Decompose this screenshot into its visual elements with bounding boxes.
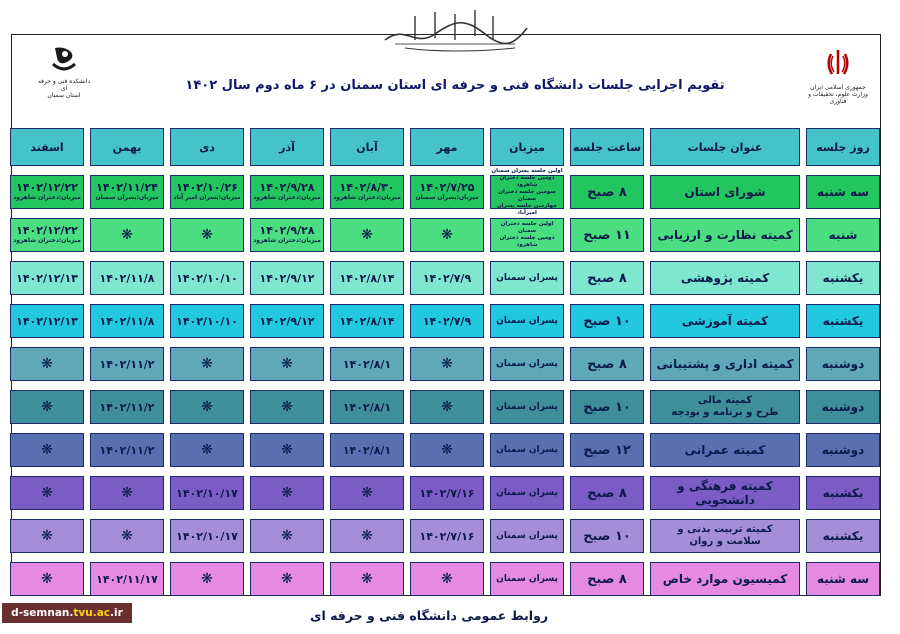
host-cell: [490, 476, 564, 510]
right-logo-caption: جمهوری اسلامی ایران وزارت علوم، تحقیقات و فناوری: [808, 84, 868, 105]
title-label: شورای استان: [684, 185, 766, 199]
session-date: ۱۴۰۲/۱۲/۲۲: [16, 181, 78, 194]
session-date: ۱۴۰۲/۱۲/۲۲: [16, 224, 78, 237]
date-cell: [250, 261, 324, 295]
time-label: ۸ صبح: [587, 485, 627, 501]
time-label: ۸ صبح: [587, 270, 627, 286]
title-cell: [650, 304, 800, 338]
title-line: کمیته مالی: [697, 395, 753, 406]
iran-emblem: [808, 48, 868, 108]
session-date: ۱۴۰۲/۷/۹: [422, 314, 472, 328]
no-session-cell: [330, 218, 404, 252]
session-date: ۱۴۰۲/۸/۳۰: [339, 181, 395, 194]
footer-text: روابط عمومی دانشگاه فنی و حرفه ای: [310, 608, 549, 623]
day-cell: [806, 347, 880, 381]
column-header: [330, 128, 404, 166]
time-cell: [570, 519, 644, 553]
title-cell: [650, 218, 800, 252]
host-line: اولین جلسه پسران سمنان: [491, 167, 563, 174]
session-host: میزبان:دختران شاهرود: [253, 237, 321, 244]
asterisk-icon: ❋: [201, 399, 213, 415]
asterisk-icon: ❋: [281, 356, 293, 372]
session-date: ۱۴۰۲/۱۲/۱۳: [16, 271, 78, 285]
date-cell: [330, 347, 404, 381]
no-session-cell: [410, 218, 484, 252]
no-session-cell: [250, 562, 324, 596]
asterisk-icon: ❋: [281, 442, 293, 458]
no-session-cell: [10, 519, 84, 553]
date-cell: [250, 304, 324, 338]
session-date: ۱۴۰۲/۹/۱۲: [259, 314, 315, 328]
session-date: ۱۴۰۲/۱۰/۱۰: [176, 314, 238, 328]
date-cell: [330, 175, 404, 209]
day-label: یکشنبه: [822, 486, 864, 500]
day-label: سه شنبه: [816, 185, 870, 199]
site-accent: tvu.ac: [73, 607, 111, 619]
day-cell: [806, 519, 880, 553]
schedule-table: [13, 128, 880, 596]
column-header: [90, 128, 164, 166]
session-date: ۱۴۰۲/۱۰/۲۶: [176, 181, 238, 194]
time-label: ۸ صبح: [587, 184, 627, 200]
title-cell: [650, 433, 800, 467]
no-session-cell: [10, 347, 84, 381]
university-logo: [34, 44, 94, 104]
session-date: ۱۴۰۲/۹/۱۲: [259, 271, 315, 285]
column-header: [806, 128, 880, 166]
asterisk-icon: ❋: [441, 399, 453, 415]
title-label: کمیته اداری و پشتیبانی: [656, 357, 794, 371]
day-label: دوشنبه: [821, 400, 865, 414]
session-date: ۱۴۰۲/۸/۱۴: [339, 314, 395, 328]
date-cell: [410, 476, 484, 510]
day-label: یکشنبه: [822, 271, 864, 285]
session-date: ۱۴۰۲/۱۱/۲: [99, 400, 155, 414]
column-header: [570, 128, 644, 166]
day-cell: [806, 218, 880, 252]
session-host: میزبان:پسران سمنان: [95, 194, 159, 201]
column-header-label: آذر: [279, 140, 295, 154]
no-session-cell: [170, 390, 244, 424]
title-label: کمیسیون موارد خاص: [662, 572, 788, 586]
session-date: ۱۴۰۲/۱۰/۱۷: [176, 529, 238, 543]
date-cell: [10, 218, 84, 252]
asterisk-icon: ❋: [361, 485, 373, 501]
host-line: پسران سمنان: [496, 316, 558, 326]
session-date: ۱۴۰۲/۱۰/۱۰: [176, 271, 238, 285]
asterisk-icon: ❋: [281, 485, 293, 501]
no-session-cell: [10, 562, 84, 596]
asterisk-icon: ❋: [201, 356, 213, 372]
asterisk-icon: ❋: [201, 571, 213, 587]
title-label: کمیته عمرانی: [684, 443, 766, 457]
time-cell: [570, 347, 644, 381]
asterisk-icon: ❋: [441, 442, 453, 458]
title-line: سلامت و روان: [689, 536, 761, 547]
host-cell: [490, 261, 564, 295]
time-cell: [570, 433, 644, 467]
host-line: دومین جلسه دختران شاهرود: [499, 235, 555, 248]
asterisk-icon: ❋: [281, 399, 293, 415]
session-date: ۱۴۰۲/۷/۱۶: [419, 486, 475, 500]
no-session-cell: [10, 390, 84, 424]
day-cell: [806, 304, 880, 338]
asterisk-icon: ❋: [441, 356, 453, 372]
session-date: ۱۴۰۲/۸/۱: [342, 357, 392, 371]
date-cell: [90, 304, 164, 338]
host-line: پسران سمنان: [496, 574, 558, 584]
column-header: [170, 128, 244, 166]
date-cell: [90, 261, 164, 295]
session-date: ۱۴۰۲/۱۱/۲: [99, 443, 155, 457]
date-cell: [330, 304, 404, 338]
tvu-logo-icon: [49, 44, 79, 74]
date-cell: [410, 261, 484, 295]
host-line: اولین جلسه دختران سمنان: [500, 221, 554, 234]
date-cell: [410, 519, 484, 553]
title-cell: [650, 175, 800, 209]
asterisk-icon: ❋: [201, 442, 213, 458]
column-header: [410, 128, 484, 166]
asterisk-icon: ❋: [361, 227, 373, 243]
day-label: دوشنبه: [821, 357, 865, 371]
day-cell: [806, 390, 880, 424]
date-cell: [170, 476, 244, 510]
time-cell: [570, 304, 644, 338]
asterisk-icon: ❋: [281, 528, 293, 544]
date-cell: [250, 175, 324, 209]
session-date: ۱۴۰۲/۹/۲۸: [259, 224, 315, 237]
column-header-label: اسفند: [30, 140, 64, 154]
session-date: ۱۴۰۲/۸/۱۴: [339, 271, 395, 285]
column-header: [10, 128, 84, 166]
asterisk-icon: ❋: [201, 227, 213, 243]
date-cell: [330, 390, 404, 424]
date-cell: [10, 304, 84, 338]
title-label: کمیته فرهنگی و دانشجویی: [677, 479, 773, 507]
host-cell: [490, 304, 564, 338]
time-label: ۱۲ صبح: [583, 442, 631, 458]
host-cell: [490, 167, 564, 216]
date-cell: [170, 175, 244, 209]
title-line: کمیته تربیت بدنی و: [677, 524, 773, 535]
host-cell: [490, 562, 564, 596]
no-session-cell: [10, 433, 84, 467]
iran-emblem-icon: [823, 48, 853, 80]
title-cell: [650, 261, 800, 295]
time-cell: [570, 476, 644, 510]
host-line: پسران سمنان: [496, 488, 558, 498]
day-cell: [806, 175, 880, 209]
host-line: پسران سمنان: [496, 531, 558, 541]
no-session-cell: [330, 519, 404, 553]
date-cell: [10, 175, 84, 209]
time-label: ۱۰ صبح: [583, 528, 631, 544]
site-url-badge[interactable]: [2, 603, 132, 623]
no-session-cell: [250, 433, 324, 467]
host-line: پسران سمنان: [496, 402, 558, 412]
host-cell: [490, 433, 564, 467]
host-cell: [490, 347, 564, 381]
day-cell: [806, 562, 880, 596]
asterisk-icon: ❋: [361, 528, 373, 544]
column-header: [650, 128, 800, 166]
time-cell: [570, 218, 644, 252]
host-line: پسران سمنان: [496, 359, 558, 369]
session-date: ۱۴۰۲/۱۱/۱۷: [96, 572, 158, 586]
date-cell: [90, 390, 164, 424]
time-cell: [570, 175, 644, 209]
no-session-cell: [250, 476, 324, 510]
no-session-cell: [330, 476, 404, 510]
host-cell: [490, 218, 564, 252]
time-cell: [570, 261, 644, 295]
column-header-label: آبان: [356, 140, 378, 154]
asterisk-icon: ❋: [41, 442, 53, 458]
time-label: ۸ صبح: [587, 356, 627, 372]
no-session-cell: [330, 562, 404, 596]
day-cell: [806, 261, 880, 295]
no-session-cell: [250, 347, 324, 381]
title-cell: [650, 476, 800, 510]
host-cell: [490, 519, 564, 553]
session-host: میزبان:دختران شاهرود: [13, 194, 81, 201]
column-header: [490, 128, 564, 166]
asterisk-icon: ❋: [121, 227, 133, 243]
no-session-cell: [90, 519, 164, 553]
asterisk-icon: ❋: [361, 571, 373, 587]
asterisk-icon: ❋: [41, 399, 53, 415]
title-label: کمیته پژوهشی: [680, 271, 770, 285]
no-session-cell: [250, 519, 324, 553]
session-host: میزبان:پسران امیر آباد: [173, 194, 241, 201]
date-cell: [90, 433, 164, 467]
site-prefix: d-semnan.: [11, 607, 74, 619]
session-date: ۱۴۰۲/۸/۱: [342, 400, 392, 414]
session-date: ۱۴۰۲/۱۲/۱۳: [16, 314, 78, 328]
asterisk-icon: ❋: [281, 571, 293, 587]
day-cell: [806, 433, 880, 467]
title-cell: [650, 562, 800, 596]
session-host: میزبان:دختران شاهرود: [253, 194, 321, 201]
time-label: ۱۰ صبح: [583, 399, 631, 415]
session-date: ۱۴۰۲/۱۰/۱۷: [176, 486, 238, 500]
day-label: سه شنبه: [816, 572, 870, 586]
host-line: پسران سمنان: [496, 273, 558, 283]
title-label: کمیته آموزشی: [681, 314, 769, 328]
calligraphy-bismillah-icon: [375, 4, 535, 54]
session-host: میزبان:پسران سمنان: [415, 194, 479, 201]
title-cell: [650, 519, 800, 553]
day-label: یکشنبه: [822, 314, 864, 328]
no-session-cell: [410, 390, 484, 424]
column-header-label: ساعت جلسه: [572, 140, 642, 154]
no-session-cell: [10, 476, 84, 510]
date-cell: [330, 261, 404, 295]
session-date: ۱۴۰۲/۷/۲۵: [419, 181, 475, 194]
date-cell: [330, 433, 404, 467]
date-cell: [250, 218, 324, 252]
day-label: یکشنبه: [822, 529, 864, 543]
title-cell: [650, 390, 800, 424]
time-label: ۸ صبح: [587, 571, 627, 587]
asterisk-icon: ❋: [441, 571, 453, 587]
no-session-cell: [410, 433, 484, 467]
column-header-label: میزبان: [509, 140, 545, 154]
date-cell: [170, 519, 244, 553]
asterisk-icon: ❋: [41, 571, 53, 587]
host-line: پسران سمنان: [496, 445, 558, 455]
asterisk-icon: ❋: [121, 485, 133, 501]
day-cell: [806, 476, 880, 510]
session-date: ۱۴۰۲/۱۱/۸: [99, 314, 155, 328]
session-host: میزبان:دختران شاهرود: [333, 194, 401, 201]
no-session-cell: [410, 562, 484, 596]
time-cell: [570, 390, 644, 424]
no-session-cell: [170, 218, 244, 252]
title-cell: [650, 347, 800, 381]
column-header-label: دی: [199, 140, 215, 154]
time-label: ۱۰ صبح: [583, 313, 631, 329]
no-session-cell: [170, 433, 244, 467]
no-session-cell: [170, 347, 244, 381]
column-header-label: مهر: [436, 140, 458, 154]
session-host: میزبان:دختران شاهرود: [13, 237, 81, 244]
session-date: ۱۴۰۲/۱۱/۸: [99, 271, 155, 285]
date-cell: [90, 347, 164, 381]
date-cell: [170, 261, 244, 295]
date-cell: [10, 261, 84, 295]
no-session-cell: [90, 218, 164, 252]
time-label: ۱۱ صبح: [583, 227, 631, 243]
asterisk-icon: ❋: [41, 485, 53, 501]
column-header: [250, 128, 324, 166]
asterisk-icon: ❋: [41, 356, 53, 372]
column-header-label: بهمن: [112, 140, 142, 154]
session-date: ۱۴۰۲/۱۱/۲۴: [96, 181, 158, 194]
host-line: دومین جلسه دختران شاهرود: [499, 174, 555, 188]
date-cell: [410, 304, 484, 338]
time-cell: [570, 562, 644, 596]
date-cell: [410, 175, 484, 209]
asterisk-icon: ❋: [441, 227, 453, 243]
day-label: دوشنبه: [821, 443, 865, 457]
no-session-cell: [410, 347, 484, 381]
column-header-label: روز جلسه: [816, 140, 870, 154]
asterisk-icon: ❋: [121, 528, 133, 544]
session-date: ۱۴۰۲/۱۱/۲: [99, 357, 155, 371]
no-session-cell: [250, 390, 324, 424]
host-line: سومین جلسه دختران سمنان: [498, 188, 556, 202]
left-logo-caption: دانشکده فنی و حرفه ای استان سمنان: [37, 78, 91, 99]
page-title: تقویم اجرایی جلسات دانشگاه فنی و حرفه ای استان سمنان در ۶ ماه دوم سال ۱۴۰۲: [185, 78, 725, 93]
date-cell: [170, 304, 244, 338]
no-session-cell: [170, 562, 244, 596]
site-suffix: .ir: [110, 607, 123, 619]
day-label: شنبه: [828, 228, 858, 242]
no-session-cell: [90, 476, 164, 510]
column-header-label: عنوان جلسات: [687, 140, 763, 154]
title-line: طرح و برنامه و بودجه: [671, 407, 779, 418]
session-date: ۱۴۰۲/۸/۱: [342, 443, 392, 457]
host-cell: [490, 390, 564, 424]
title-label: کمیته نظارت و ارزیابی: [657, 228, 793, 242]
date-cell: [90, 562, 164, 596]
session-date: ۱۴۰۲/۷/۱۶: [419, 529, 475, 543]
session-date: ۱۴۰۲/۷/۹: [422, 271, 472, 285]
date-cell: [90, 175, 164, 209]
session-date: ۱۴۰۲/۹/۲۸: [259, 181, 315, 194]
host-line: چهارمین جلسه پسران امیرآباد: [496, 202, 558, 216]
asterisk-icon: ❋: [41, 528, 53, 544]
